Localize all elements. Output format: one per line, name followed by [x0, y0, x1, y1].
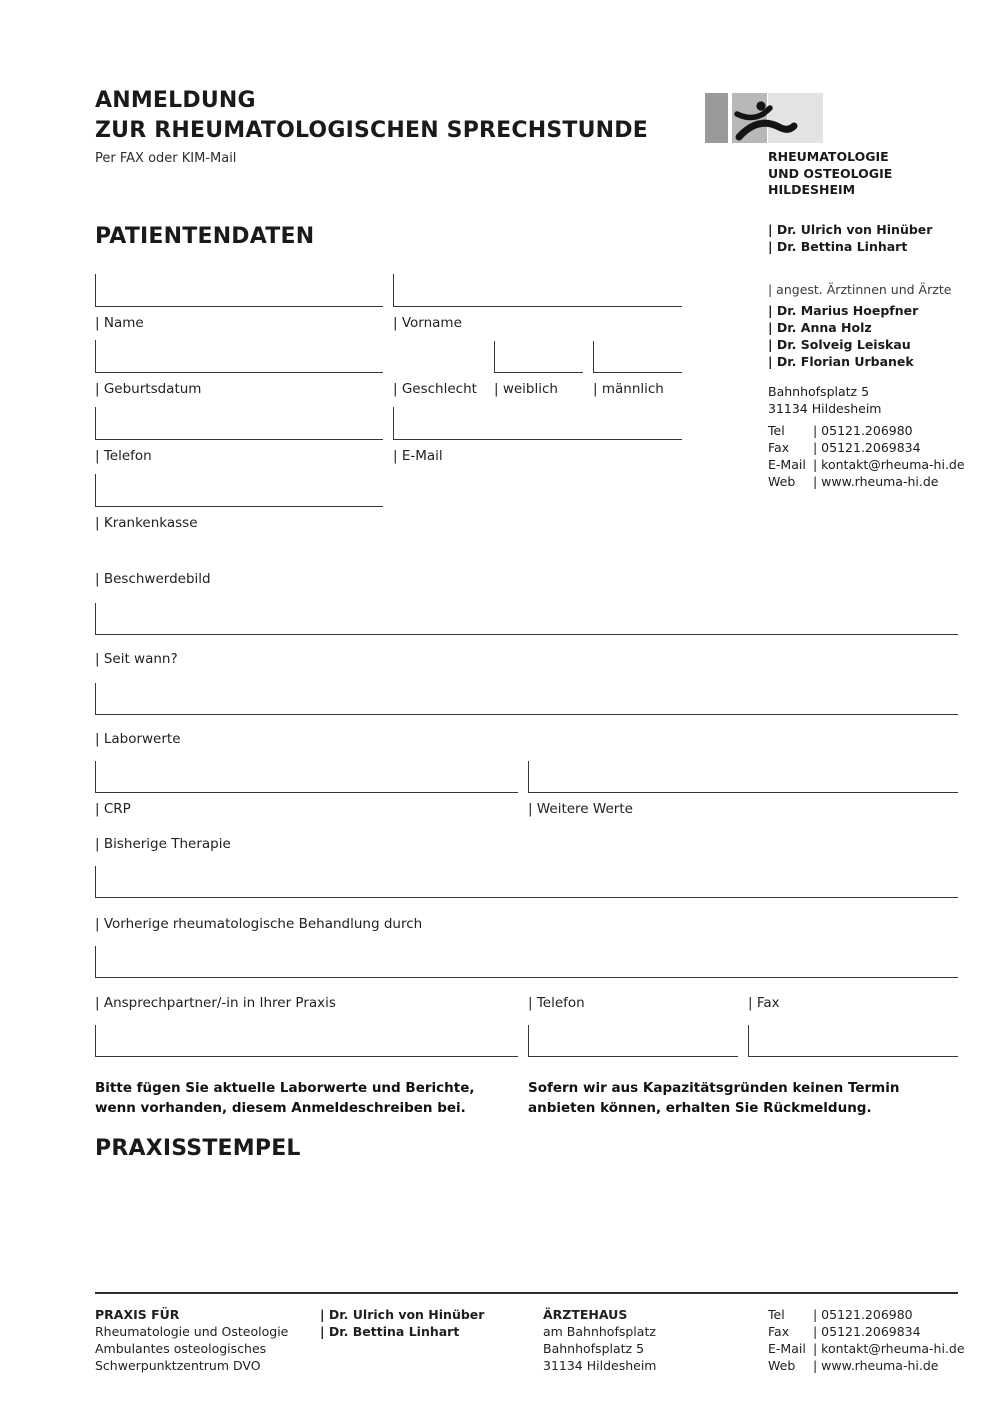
- contact-value: | www.rheuma-hi.de: [813, 474, 939, 489]
- footer-contact-label: Web: [768, 1358, 796, 1373]
- email-label: | E-Mail: [393, 448, 443, 464]
- geschlecht-label: | Geschlecht: [393, 381, 477, 397]
- ansprechpartner-input-line[interactable]: [95, 1025, 518, 1057]
- vorherige-behandlung-input-line[interactable]: [95, 946, 958, 978]
- logo-bar-dark: [705, 93, 728, 143]
- field-krankenkasse: [95, 474, 383, 532]
- employed-doctor: | Dr. Anna Holz: [768, 320, 872, 335]
- field-weiblich: [494, 341, 583, 398]
- seit-wann-input-line[interactable]: [95, 683, 958, 715]
- krankenkasse-input-line[interactable]: [95, 474, 383, 507]
- footer-contact-row-fax: [768, 1323, 968, 1340]
- field-email: [393, 407, 682, 465]
- note-right-line: anbieten können, erhalten Sie Rückmeldung.: [528, 1100, 872, 1116]
- beschwerdebild-input-line[interactable]: [95, 603, 958, 635]
- weiblich-checkbox-line[interactable]: [494, 341, 583, 373]
- field-geburtsdatum: [95, 340, 383, 398]
- footer-divider: [95, 1292, 958, 1294]
- page-title-line1: ANMELDUNG: [95, 88, 256, 113]
- contact-value: | 05121.206980: [813, 423, 913, 438]
- contact-row-web: [768, 473, 978, 490]
- name-input-line[interactable]: [95, 274, 383, 307]
- footer-building-line: ÄRZTEHAUS: [543, 1307, 628, 1322]
- contact-label: Web: [768, 474, 796, 489]
- ansprech-fax-input-line[interactable]: [748, 1025, 958, 1057]
- geburtsdatum-label: | Geburtsdatum: [95, 381, 202, 397]
- employed-doctor: | Dr. Marius Hoepfner: [768, 303, 919, 318]
- brand-line: RHEUMATOLOGIE: [768, 149, 889, 164]
- brand-line: HILDESHEIM: [768, 182, 856, 197]
- sidebar: [768, 221, 978, 490]
- geburtsdatum-input-line[interactable]: [95, 340, 383, 373]
- footer-building-line: am Bahnhofsplatz: [543, 1324, 656, 1339]
- address-block: [768, 383, 978, 417]
- contact-value: | 05121.2069834: [813, 440, 921, 455]
- note-left: [95, 1078, 475, 1118]
- footer-contact-row-tel: [768, 1306, 968, 1323]
- brand-line: UND OSTEOLOGIE: [768, 165, 893, 181]
- contact-row-fax: [768, 439, 978, 456]
- field-crp: [95, 761, 518, 818]
- maennlich-label: | männlich: [593, 381, 664, 397]
- contact-label: Fax: [768, 440, 790, 455]
- contact-row-email: [768, 456, 978, 473]
- footer-contact-value: | 05121.206980: [813, 1307, 913, 1322]
- footer-contact: [768, 1306, 968, 1374]
- employed-doctors-label: | angest. Ärztinnen und Ärzte: [768, 282, 952, 297]
- ansprech-fax-label: | Fax: [748, 995, 780, 1011]
- logo-figure-head-icon: [756, 101, 765, 110]
- crp-label: | CRP: [95, 801, 131, 817]
- partner-doctor: | Dr. Bettina Linhart: [768, 239, 908, 254]
- header: [95, 86, 648, 166]
- field-telefon: [95, 407, 383, 465]
- footer-doctors: [320, 1306, 535, 1340]
- field-name: [95, 274, 383, 332]
- maennlich-checkbox-line[interactable]: [593, 341, 682, 373]
- address-line: 31134 Hildesheim: [768, 401, 882, 416]
- krankenkasse-label: | Krankenkasse: [95, 515, 198, 531]
- employed-doctor: | Dr. Solveig Leiskau: [768, 337, 911, 352]
- ansprech-telefon-input-line[interactable]: [528, 1025, 738, 1057]
- footer-practice-line: PRAXIS FÜR: [95, 1307, 180, 1322]
- note-right-line: Sofern wir aus Kapazitätsgründen keinen Termin: [528, 1080, 900, 1096]
- brand-block: [768, 149, 892, 199]
- field-weitere-werte: [528, 761, 958, 818]
- vorherige-behandlung-label: | Vorherige rheumatologische Behandlung durch: [95, 916, 423, 932]
- note-left-line: Bitte fügen Sie aktuelle Laborwerte und Berichte,: [95, 1080, 475, 1096]
- bisherige-therapie-label: | Bisherige Therapie: [95, 836, 231, 852]
- contact-block: [768, 422, 978, 490]
- logo-bar-light: [768, 93, 823, 143]
- name-label: | Name: [95, 315, 144, 331]
- footer-contact-value: | 05121.2069834: [813, 1324, 921, 1339]
- footer-contact-value: | kontakt@rheuma-hi.de: [813, 1341, 965, 1356]
- footer-contact-value: | www.rheuma-hi.de: [813, 1358, 939, 1373]
- ansprech-telefon-label: | Telefon: [528, 995, 585, 1011]
- laborwerte-label: | Laborwerte: [95, 731, 181, 747]
- footer-contact-label: Tel: [768, 1307, 785, 1322]
- practice-logo: [705, 93, 823, 143]
- crp-input-line[interactable]: [95, 761, 518, 793]
- patient-data-heading: PATIENTENDATEN: [95, 224, 315, 249]
- contact-value: | kontakt@rheuma-hi.de: [813, 457, 965, 472]
- field-vorname: [393, 274, 682, 332]
- footer-building-line: Bahnhofsplatz 5: [543, 1341, 645, 1356]
- footer-building: [543, 1306, 758, 1374]
- contact-label: E-Mail: [768, 457, 806, 472]
- contact-row-tel: [768, 422, 978, 439]
- footer-doctor: | Dr. Ulrich von Hinüber: [320, 1307, 485, 1322]
- vorname-input-line[interactable]: [393, 274, 682, 307]
- footer-contact-label: Fax: [768, 1324, 790, 1339]
- bisherige-therapie-input-line[interactable]: [95, 866, 958, 898]
- address-line: Bahnhofsplatz 5: [768, 384, 870, 399]
- footer-doctor: | Dr. Bettina Linhart: [320, 1324, 460, 1339]
- vorname-label: | Vorname: [393, 315, 462, 331]
- footer-building-line: 31134 Hildesheim: [543, 1358, 657, 1373]
- ansprechpartner-label: | Ansprechpartner/-in in Ihrer Praxis: [95, 995, 336, 1011]
- telefon-input-line[interactable]: [95, 407, 383, 440]
- partner-doctor: | Dr. Ulrich von Hinüber: [768, 222, 933, 237]
- footer-practice-line: Ambulantes osteologisches: [95, 1341, 267, 1356]
- page-subtitle: Per FAX oder KIM-Mail: [95, 151, 237, 166]
- seit-wann-label: | Seit wann?: [95, 651, 178, 667]
- employed-doctor: | Dr. Florian Urbanek: [768, 354, 914, 369]
- email-input-line[interactable]: [393, 407, 682, 440]
- beschwerdebild-label: | Beschwerdebild: [95, 571, 211, 587]
- footer-practice: [95, 1306, 315, 1374]
- footer-practice-line: Schwerpunktzentrum DVO: [95, 1358, 261, 1373]
- field-maennlich: [593, 341, 682, 398]
- weitere-werte-label: | Weitere Werte: [528, 801, 633, 817]
- note-left-line: wenn vorhanden, diesem Anmeldeschreiben bei.: [95, 1100, 466, 1116]
- note-right: [528, 1078, 899, 1118]
- footer-contact-row-email: [768, 1340, 968, 1357]
- praxisstempel-heading: PRAXISSTEMPEL: [95, 1136, 301, 1161]
- footer-contact-row-web: [768, 1357, 968, 1374]
- telefon-label: | Telefon: [95, 448, 152, 464]
- footer-contact-label: E-Mail: [768, 1341, 806, 1356]
- footer-practice-line: Rheumatologie und Osteologie: [95, 1324, 289, 1339]
- weitere-werte-input-line[interactable]: [528, 761, 958, 793]
- page-title-line2: ZUR RHEUMATOLOGISCHEN SPRECHSTUNDE: [95, 118, 648, 143]
- weiblich-label: | weiblich: [494, 381, 558, 397]
- contact-label: Tel: [768, 423, 785, 438]
